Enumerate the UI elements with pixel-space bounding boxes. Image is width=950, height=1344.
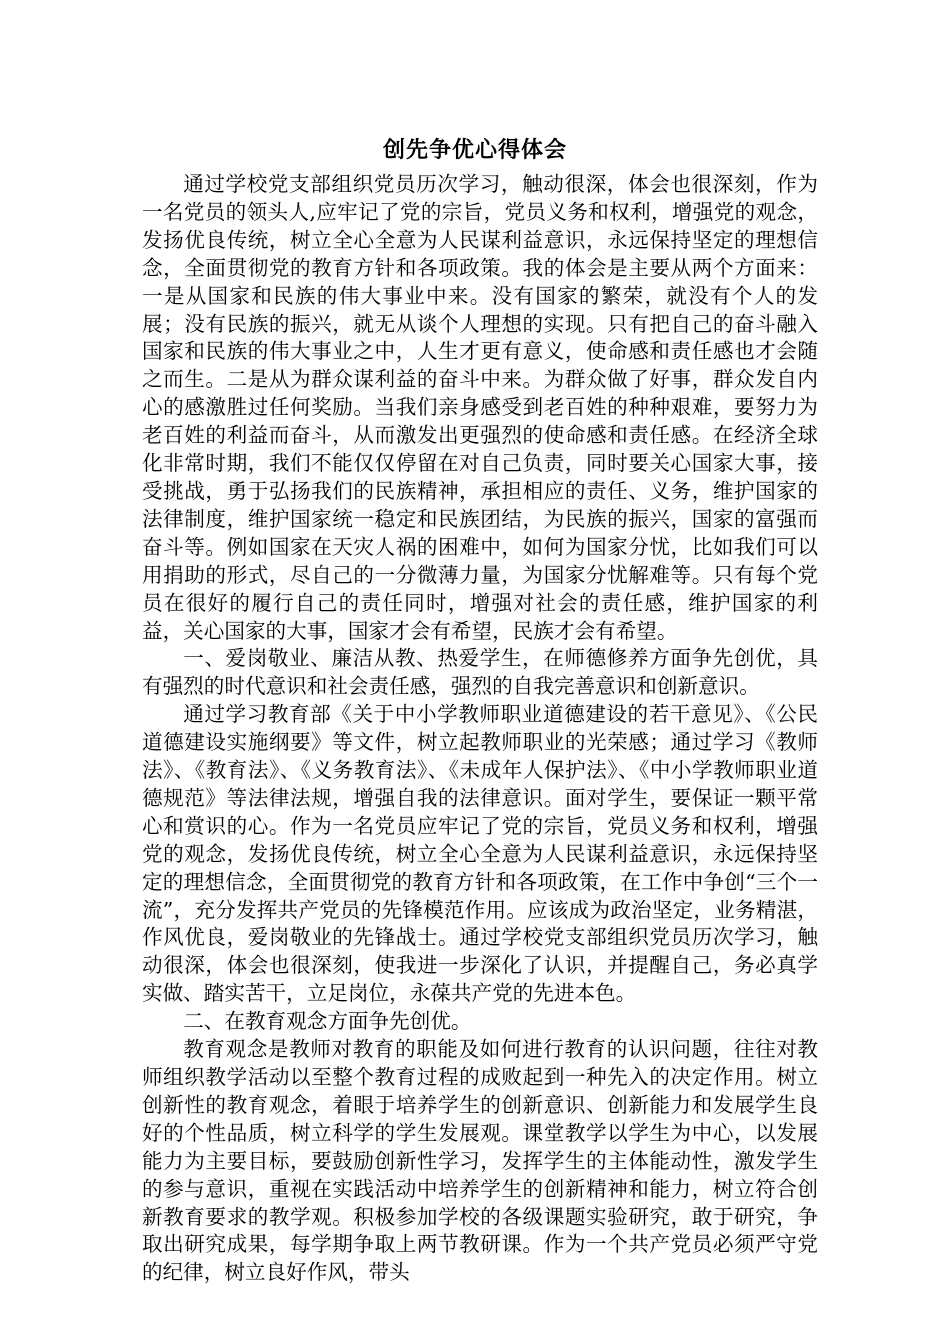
paragraph: 通过学校党支部组织党员历次学习，触动很深，体会也很深刻，作为一名党员的领头人,应牢记了党的宗旨，党员义务和权利，增强党的观念，发扬优良传统，树立全心全意为人民谋利益意识，永远保持坚定的理想信念，全面贯彻党的教育方针和各项政策。我的体会是主要从两个方面来：一是从国家和民族的伟大事业中来。没有国家的繁荣，就没有个人的发展；没有民族的振兴，就无从谈个人理想的实现。只有把自己的奋斗融入国家和民族的伟大事业之中，人生才更有意义，使命感和责任感也才会随之而生。二是从为群众谋利益的奋斗中来。为群众做了好事，群众发自内心的感激胜过任何奖励。当我们亲身感受到老百姓的种种艰难，要努力为老百姓的利益而奋斗，从而激发出更强烈的使命感和责任感。在经济全球化非常时期，我们不能仅仅停留在对自己负责，同时要关心国家大事，接受挑战，勇于弘扬我们的民族精神，承担相应的责任、义务，维护国家的法律制度，维护国家统一稳定和民族团结，为民族的振兴，国家的富强而奋斗等。例如国家在天灾人祸的困难中，如何为国家分忧，比如我们可以用捐助的形式，尽自己的一分微薄力量，为国家分忧解难等。只有每个党员在很好的履行自己的责任同时，增强对社会的责任感，维护国家的利益，关心国家的大事，国家才会有希望，民族才会有希望。 bbox=[142, 172, 818, 643]
paragraph: 二、在教育观念方面争先创优。 bbox=[183, 1009, 472, 1034]
document-body bbox=[142, 171, 818, 1287]
paragraph: 通过学习教育部《关于中小学教师职业道德建设的若干意见》、《公民道德建设实施纲要》等文件，树立起教师职业的光荣感；通过学习《教师法》、《教育法》、《义务教育法》、《未成年人保护法》、《中小学教师职业道德规范》等法律法规，增强自我的法律意识。面对学生，要保证一颗平常心和赏识的心。作为一名党员应牢记了党的宗旨，党员义务和权利，增强党的观念，发扬优良传统，树立全心全意为人民谋利益意识，永远保持坚定的理想信念，全面贯彻党的教育方针和各项政策，在工作中争创“三个一流”，充分发挥共产党员的先锋模范作用。应该成为政治坚定，业务精湛，作风优良，爱岗敬业的先锋战士。通过学校党支部组织党员历次学习，触动很深，体会也很深刻，使我进一步深化了认识，并提醒自己，务必真学实做、踏实苦干，立足岗位，永葆共产党的先进本色。 bbox=[142, 702, 818, 1006]
paragraph: 一、爱岗敬业、廉洁从教、热爱学生，在师德修养方面争先创优，具有强烈的时代意识和社会责任感，强烈的自我完善意识和创新意识。 bbox=[142, 646, 818, 699]
document-title: 创先争优心得体会 bbox=[382, 137, 567, 163]
paragraph: 教育观念是教师对教育的职能及如何进行教育的认识问题，往往对教师组织教学活动以至整个教育过程的成败起到一种先入的决定作用。树立创新性的教育观念，着眼于培养学生的创新意识、创新能力和发展学生良好的个性品质，树立科学的学生发展观。课堂教学以学生为中心，以发展能力为主要目标，要鼓励创新性学习，发挥学生的主体能动性，激发学生的参与意识，重视在实践活动中培养学生的创新精神和能力，树立符合创新教育要求的教学观。积极参加学校的各级课题实验研究，敢于研究，争取出研究成果，每学期争取上两节教研课。作为一个共产党员必须严守党的纪律，树立良好作风，带头 bbox=[142, 1037, 818, 1285]
